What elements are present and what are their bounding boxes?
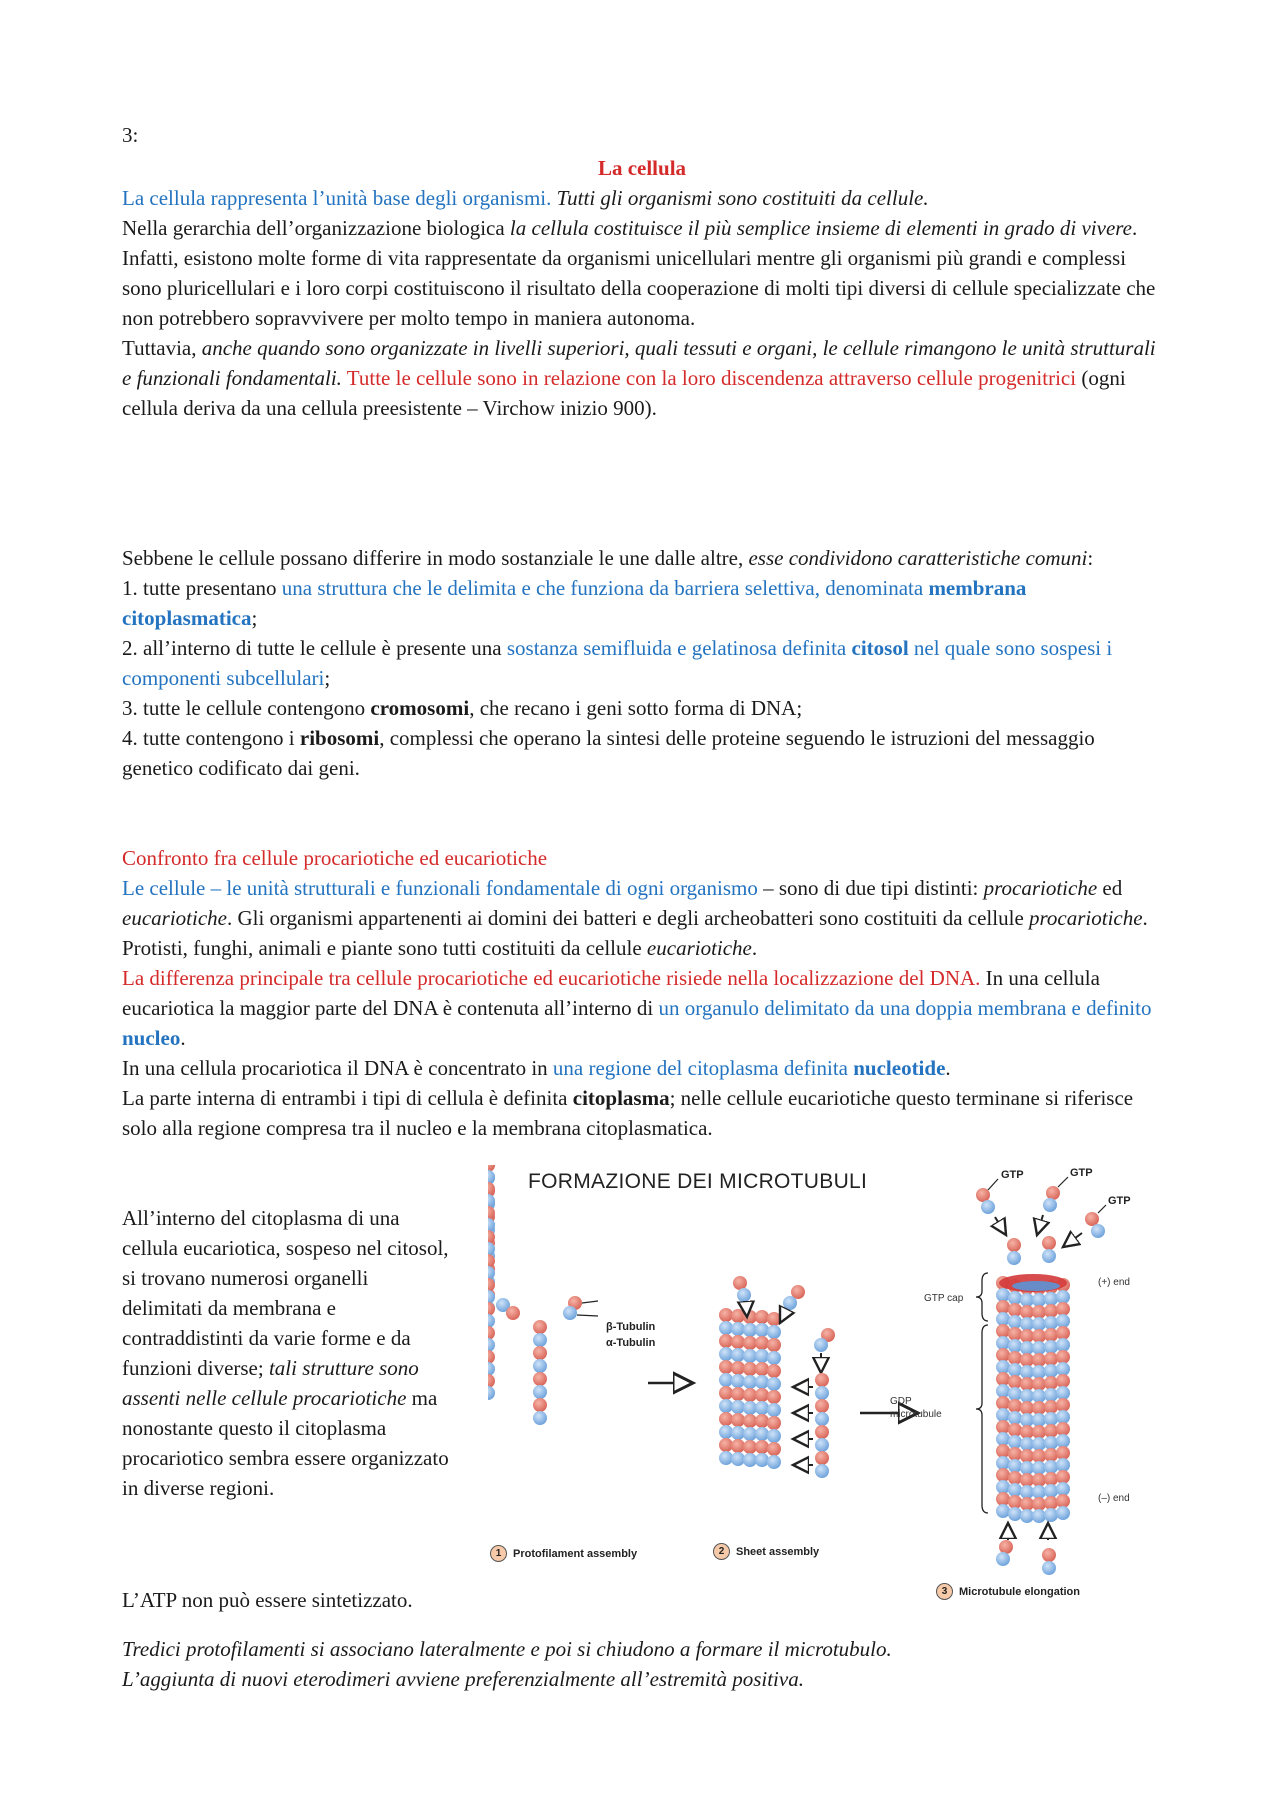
- intro-text: Tuttavia,: [122, 336, 202, 360]
- feature-highlight: una struttura che le delimita e che funziona da barriera selettiva, denominata: [281, 576, 929, 600]
- microtubule-figure: [488, 1165, 1188, 1605]
- intro-definition: La cellula rappresenta l’unità base degli organismi.: [122, 186, 552, 210]
- comparison-text: .: [180, 1026, 186, 1050]
- features-lead: :: [1087, 546, 1094, 570]
- minus-end-label: (–) end: [1098, 1493, 1130, 1504]
- comparison-text: ; nelle cellule eucariotiche questo terminane si riferisce solo alla regione compresa tra il nucleo e la membrana citoplasmatica.: [122, 1086, 1134, 1140]
- comparison-term: nucleotide: [853, 1056, 946, 1080]
- intro-italic: la cellula costituisce il più semplice insieme di elementi in grado di vivere: [509, 216, 1132, 240]
- section-heading: Confronto fra cellule procariotiche ed eucariotiche: [122, 846, 548, 870]
- comparison-highlight: un organulo delimitato da una doppia membrana e definito: [658, 996, 1152, 1020]
- comparison-highlight: Le cellule – le unità strutturali e funzionali fondamentale di ogni organismo: [122, 876, 758, 900]
- gtp-label: GTP: [1108, 1195, 1131, 1207]
- intro-italic: Tutti gli organismi sono costituiti da cellule.: [551, 186, 929, 210]
- tubulin-sheet: [488, 1165, 781, 1469]
- beta-tubulin-label: β-Tubulin: [606, 1321, 656, 1333]
- comparison-italic: procariotiche: [1029, 906, 1143, 930]
- gtp-cap-label: GTP cap: [924, 1293, 964, 1304]
- feature-text: 3. tutte le cellule contengono: [122, 696, 371, 720]
- step-label: Protofilament assembly: [513, 1547, 638, 1560]
- intro-highlight: Tutte le cellule sono in relazione con la loro discendenza attraverso cellule progenitrici: [341, 366, 1077, 390]
- feature-text: 4. tutte contengono i: [122, 726, 300, 750]
- alpha-tubulin-label: α-Tubulin: [606, 1337, 656, 1349]
- free-dimer: [496, 1298, 520, 1320]
- tubulin-legend-dimer: [563, 1296, 598, 1320]
- features-lead-italic: esse condividono caratteristiche comuni: [748, 546, 1088, 570]
- comparison-italic: procariotiche: [983, 876, 1098, 900]
- comparison-text: . Protisti, funghi, animali e piante sono tutti costituiti da cellule: [122, 906, 1148, 960]
- minus-end-dimers: [996, 1523, 1056, 1575]
- figure-title: FORMAZIONE DEI MICROTUBULI: [528, 1170, 868, 1193]
- feature-text: ;: [324, 666, 331, 690]
- gtp-cap-brace: [976, 1273, 988, 1321]
- feature-item: [122, 726, 1095, 780]
- feature-text: ;: [251, 606, 258, 630]
- intro-text: Nella gerarchia dell’organizzazione biologica: [122, 216, 510, 240]
- gdp-label: microtubule: [890, 1409, 942, 1420]
- gdp-microtubule-label: [890, 1395, 942, 1421]
- gdp-label: GDP: [890, 1396, 912, 1407]
- feature-text: , complessi che operano la sintesi delle proteine seguendo le istruzioni del messaggio genetico codificato dai geni.: [122, 726, 1095, 780]
- step-sheet-assembly: [713, 1543, 819, 1560]
- feature-highlight: sostanza semifluida e gelatinosa definita: [506, 636, 852, 660]
- step-protofilament-assembly: [490, 1545, 637, 1562]
- caption-line: L’aggiunta di nuovi eterodimeri avviene preferenzialmente all’estremità positiva.: [122, 1667, 804, 1691]
- comparison-text: . Gli organismi appartenenti ai domini dei batteri e degli archeobatteri sono costituiti da cellule: [226, 906, 1030, 930]
- comparison-key-difference: La differenza principale tra cellule procariotiche ed eucariotiche risiede nella localizzazione del DNA.: [122, 966, 981, 990]
- feature-term: cromosomi: [370, 696, 470, 720]
- feature-term: citosol: [851, 636, 909, 660]
- feature-item: [122, 696, 802, 720]
- comparison-text: In una cellula eucariotica la maggior parte del DNA è contenuta all’interno di: [122, 966, 1100, 1020]
- feature-item: [122, 636, 1112, 690]
- step-microtubule-elongation: [936, 1583, 1080, 1600]
- side-italic: tali strutture sono assenti nelle cellule procariotiche: [122, 1356, 419, 1410]
- feature-text: , che recano i geni sotto forma di DNA;: [469, 696, 803, 720]
- intro-italic: anche quando sono organizzate in livelli superiori, quali tessuti e organi, le cellule rimangono le unità strutturali e funzionali fondamentali.: [122, 336, 1156, 390]
- comparison-text: .: [751, 936, 758, 960]
- comparison-highlight: una regione del citoplasma definita: [552, 1056, 854, 1080]
- side-text: All’interno del citoplasma di una cellula eucariotica, sospeso nel citosol, si trovano numerosi organelli delimitati da membrana e contraddistinti da varie forme e da funzioni diverse;: [122, 1206, 449, 1380]
- features-lead: Sebbene le cellule possano differire in modo sostanziale le une dalle altre,: [122, 546, 749, 570]
- side-protofilament: [793, 1373, 829, 1478]
- comparison-text: .: [945, 1056, 951, 1080]
- gtp-label: GTP: [1070, 1167, 1093, 1179]
- step-label: Microtubule elongation: [959, 1585, 1080, 1598]
- plus-end-label: (+) end: [1098, 1277, 1130, 1288]
- gtp-label: GTP: [1001, 1169, 1024, 1181]
- intro-text: .: [1132, 216, 1138, 240]
- comparison-text: – sono di due tipi distinti:: [757, 876, 984, 900]
- caption-line: Tredici protofilamenti si associano lateralmente e poi si chiudono a formare il microtubulo.: [122, 1637, 892, 1661]
- feature-item: [122, 576, 1026, 630]
- figure-caption: [122, 1634, 1162, 1694]
- step-number: 2: [713, 1543, 730, 1560]
- comparison-italic: eucariotiche: [122, 906, 227, 930]
- microtubule-diagram: [488, 1165, 1188, 1605]
- step-label: Sheet assembly: [736, 1545, 820, 1558]
- comparison-term: nucleo: [122, 1026, 181, 1050]
- protofilament: [533, 1320, 547, 1425]
- feature-term: membrana citoplasmatica: [122, 576, 1027, 630]
- side-paragraph: [122, 1203, 452, 1503]
- comparison-italic: eucariotiche: [646, 936, 752, 960]
- step-number: 3: [936, 1583, 953, 1600]
- comparison-section: [122, 843, 1162, 1143]
- atp-note: L’ATP non può essere sintetizzato.: [122, 1588, 413, 1612]
- gdp-brace: [976, 1325, 988, 1513]
- comparison-term: citoplasma: [572, 1086, 670, 1110]
- intro-text: Infatti, esistono molte forme di vita rappresentate da organismi unicellulari mentre gli organismi più grandi e complessi sono pluricellulari e i loro corpi costituiscono il risultato della cooperazione di molti tipi diversi di cellule specializzate che non potrebbero sopravvivere per molto tempo in maniera autonoma.: [122, 246, 1156, 330]
- gtp-dimers: [976, 1177, 1106, 1265]
- page-number: 3:: [122, 123, 139, 147]
- comparison-text: La parte interna di entrambi i tipi di cellula è definita: [122, 1086, 573, 1110]
- comparison-text: In una cellula procariotica il DNA è concentrato in: [122, 1056, 553, 1080]
- intro-text: (ogni cellula deriva da una cellula preesistente – Virchow inizio 900).: [122, 366, 1126, 420]
- comparison-text: ed: [1097, 876, 1123, 900]
- page-title: La cellula: [597, 156, 687, 180]
- intro-paragraph: [122, 183, 1162, 423]
- features-paragraph: [122, 543, 1162, 783]
- step-number: 1: [490, 1545, 507, 1562]
- feature-text: 1. tutte presentano: [122, 576, 282, 600]
- feature-term: ribosomi: [299, 726, 380, 750]
- feature-text: 2. all’interno di tutte le cellule è presente una: [122, 636, 507, 660]
- side-text: ma nonostante questo il citoplasma procariotico sembra essere organizzato in diverse regioni.: [122, 1386, 449, 1500]
- feature-highlight: nel quale sono sospesi i componenti subcellulari: [122, 636, 1113, 690]
